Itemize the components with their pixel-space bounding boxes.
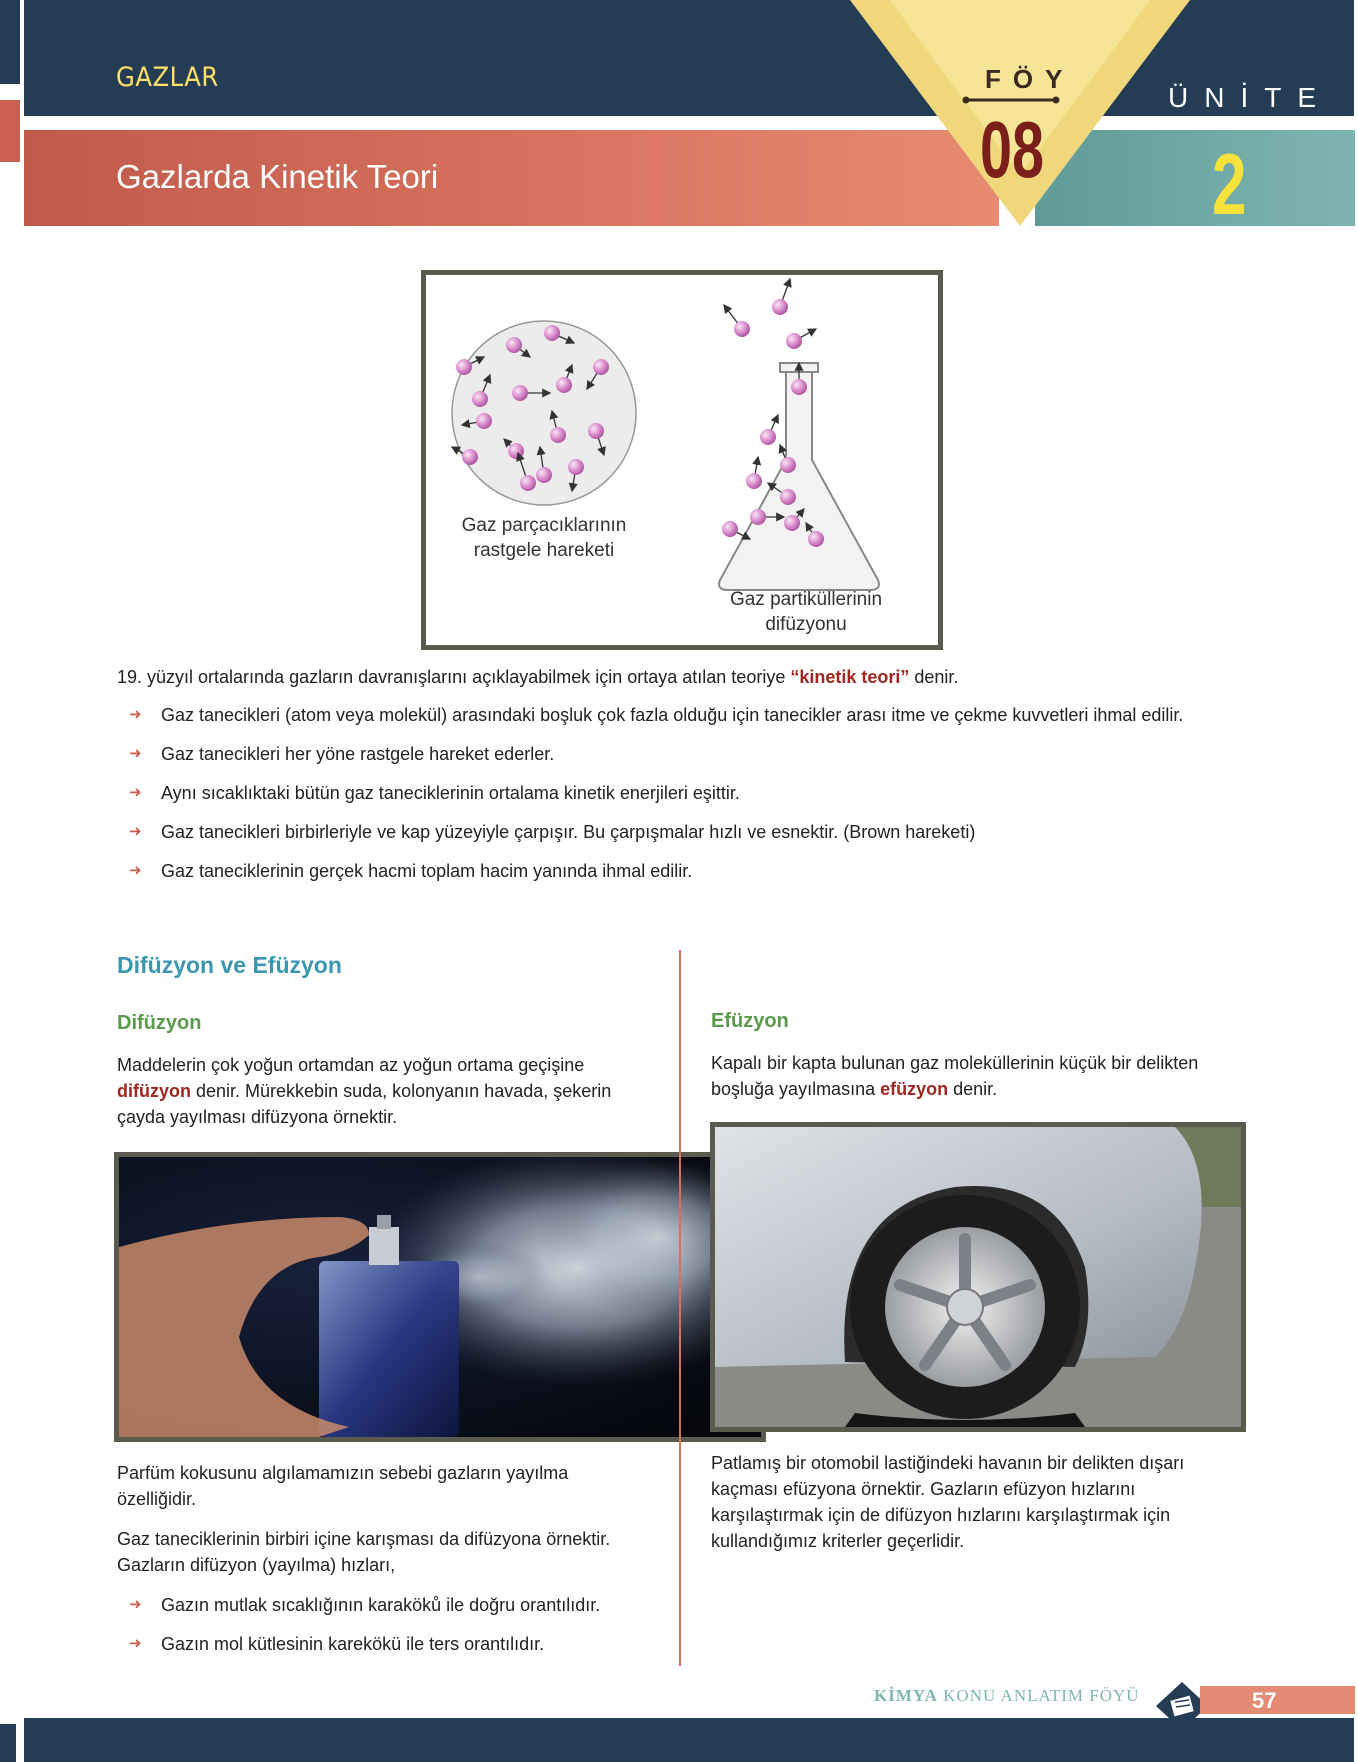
arrow-bullet-icon: ➜ [129, 784, 142, 801]
gas-particle [508, 443, 524, 459]
list-item [117, 702, 1247, 728]
gas-particle [750, 509, 766, 525]
gas-particle [506, 337, 522, 353]
perfume-paragraph: Parfüm kokusunu algılamamızın sebebi gazların yayılma özelliğidir. [117, 1463, 569, 1509]
effusion-paragraph: Patlamış bir otomobil lastiğindeki havanın bir delikten dışarı kaçması efüzyona örnektir. Gazların efüzyon hızlarını karşılaştırmak için de difüzyon hızlarını karşılaştırmak için kullandığımız kriterler geçerlidir. [711, 1453, 1185, 1551]
definition-highlight: efüzyon [880, 1079, 949, 1099]
diffusion-effusion-heading: Difüzyon ve Efüzyon [117, 952, 342, 978]
gas-particle [588, 423, 604, 439]
list-item-text: Gaz tanecikleri (atom veya molekül) arasındaki boşluk çok fazla olduğu için tanecikler arası itme ve çekme kuvvetleri ihmal edilir. [161, 705, 1184, 725]
definition-text: Maddelerin çok yoğun ortamdan az yoğun ortama geçişine [117, 1055, 585, 1075]
page-number: 57 [1252, 1688, 1277, 1713]
right-caption-line1: Gaz partiküllerinin [729, 589, 883, 610]
diffusion-subheading: Difüzyon [117, 1012, 202, 1034]
list-item-text: Gazın mol kütlesinin karekökü ile ters orantılıdır. [161, 1634, 545, 1654]
gas-particle [760, 429, 776, 445]
gas-particle [520, 475, 536, 491]
intro-before: 19. yüzyıl ortalarında gazların davranışlarını açıklayabilmek için ortaya atılan teoriye [117, 667, 791, 687]
subject-label: GAZLAR [116, 62, 219, 93]
gas-particle [568, 459, 584, 475]
gas-particle [536, 467, 552, 483]
gas-particle [791, 379, 807, 395]
left-caption-line1: Gaz parçacıklarının [461, 515, 627, 536]
diffusion-definition [117, 1052, 651, 1130]
list-item [117, 780, 1247, 806]
list-item [117, 819, 1247, 845]
list-item [117, 858, 1247, 884]
gas-particle [722, 521, 738, 537]
intro-text [117, 664, 1257, 690]
section-title: Gazlarda Kinetik Teori [116, 158, 439, 195]
effusion-subheading: Efüzyon [711, 1010, 789, 1032]
gas-particle [544, 325, 560, 341]
arrow-bullet-icon: ➜ [129, 1635, 142, 1652]
flat-tire-illustration [715, 1127, 1241, 1427]
gas-particle [550, 427, 566, 443]
gas-particle [472, 391, 488, 407]
foy-number: 08 [980, 105, 1045, 194]
arrow-bullet-icon: ➜ [129, 862, 142, 879]
gas-particle [808, 531, 824, 547]
perfume-photo [114, 1152, 766, 1442]
gas-particle [734, 321, 750, 337]
gas-particle [556, 377, 572, 393]
footer-left-strip [0, 1724, 16, 1762]
effusion-definition [711, 1050, 1247, 1102]
list-item-text: Gaz tanecikleri her yöne rastgele hareket ederler. [161, 744, 555, 764]
left-edge-accent [0, 100, 20, 162]
book-title [874, 1686, 1140, 1706]
gas-particle [772, 299, 788, 315]
gas-particle [780, 489, 796, 505]
column-divider [679, 950, 681, 1666]
definition-highlight: difüzyon [117, 1081, 191, 1101]
list-item [117, 1592, 657, 1618]
book-title-bold: KİMYA [874, 1686, 938, 1705]
list-item-text: Gaz tanecikleri birbirleriyle ve kap yüzeyiyle çarpışır. Bu çarpışmalar hızlı ve esnektir. (Brown hareketi) [161, 822, 976, 842]
list-item-text: Gaz taneciklerinin gerçek hacmi toplam hacim yanında ihmal edilir. [161, 861, 693, 881]
gas-particle [786, 333, 802, 349]
arrow-bullet-icon: ➜ [129, 823, 142, 840]
left-caption [436, 513, 652, 563]
book-title-rest: KONU ANLATIM FÖYÜ [937, 1686, 1140, 1705]
definition-text: Kapalı bir kapta bulunan gaz moleküllerinin küçük bir delikten boşluğa yayılmasına [711, 1053, 1199, 1099]
flat-tire-photo [710, 1122, 1246, 1432]
gas-particle [784, 515, 800, 531]
list-item [117, 1631, 657, 1657]
gas-particle [476, 413, 492, 429]
footer-bar [24, 1718, 1354, 1762]
diffusion-rate-points [117, 1592, 657, 1670]
right-caption-line2: difüzyonu [765, 614, 847, 635]
perfume-spray-illustration [119, 1157, 761, 1437]
list-item [117, 741, 1247, 767]
diffusion-rate-paragraph: Gaz taneciklerinin birbiri içine karışması da difüzyona örnektir. Gazların difüzyon (yayılma) hızları, [117, 1529, 611, 1575]
gas-particle [593, 359, 609, 375]
unite-number: 2 [1212, 137, 1247, 233]
left-caption-line2: rastgele hareketi [473, 540, 615, 561]
intro-after: denir. [909, 667, 959, 687]
right-caption [706, 587, 906, 637]
left-edge-strip [0, 0, 20, 84]
intro-highlight: “kinetik teori” [790, 667, 910, 687]
list-item-text: Gazın mutlak sıcaklığının karaköků ile doğru orantılıdır. [161, 1595, 601, 1615]
list-item-text: Aynı sıcaklıktaki bütün gaz taneciklerinin ortalama kinetik enerjileri eşittir. [161, 783, 740, 803]
theory-points [117, 702, 1247, 897]
gas-particle [780, 457, 796, 473]
gas-particle [512, 385, 528, 401]
definition-text: denir. [948, 1079, 998, 1099]
arrow-bullet-icon: ➜ [129, 706, 142, 723]
gas-particle [456, 359, 472, 375]
definition-text: denir. Mürekkebin suda, kolonyanın havada, şekerin çayda yayılması difüzyona örnektir. [117, 1081, 612, 1127]
gas-particle [746, 473, 762, 489]
kinetic-figure [421, 270, 943, 650]
foy-label: FÖY [985, 64, 1075, 94]
arrow-bullet-icon: ➜ [129, 745, 142, 762]
unite-label: ÜNİTE [1168, 82, 1332, 113]
arrow-bullet-icon: ➜ [129, 1596, 142, 1613]
gas-particle [462, 449, 478, 465]
page-number-band [1200, 1686, 1355, 1714]
